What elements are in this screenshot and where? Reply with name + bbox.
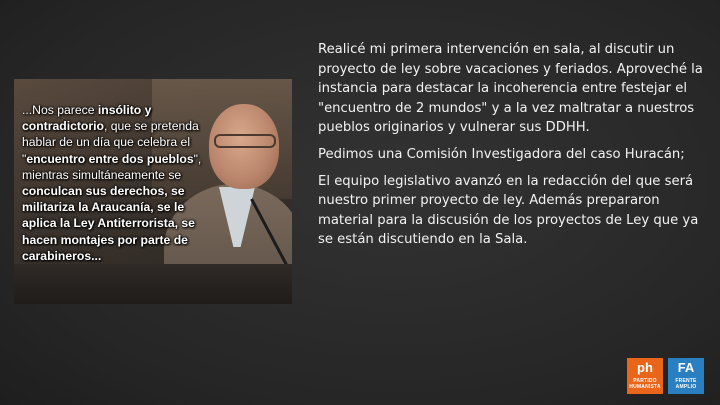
partido-humanista-logo xyxy=(627,358,663,394)
paragraph-commission: Pedimos una Comisión Investigadora del caso Huracán; xyxy=(318,146,685,162)
frente-amplio-line2: AMPLIO xyxy=(675,384,697,390)
quote-part: ...Nos parece xyxy=(22,103,98,117)
main-text xyxy=(318,40,710,257)
quote-part: ", mientras simultáneamente se xyxy=(22,151,202,182)
humanista-line2: HUMANISTA xyxy=(629,384,661,390)
humanista-line1: PARTIDO xyxy=(633,378,657,384)
frente-amplio-mark-icon: FA xyxy=(677,360,695,375)
quote-part: , que se pretenda hablar de un día que celebra el " xyxy=(22,119,199,166)
frente-amplio-line1: FRENTE xyxy=(675,378,697,384)
quote-part-bold: encuentro entre dos pueblos xyxy=(26,151,194,166)
quote-overlay xyxy=(22,102,202,264)
speaker-glasses xyxy=(214,134,276,148)
humanista-mark-icon: ph xyxy=(637,360,653,375)
quote-part-bold: insólito y contradictorio xyxy=(22,103,152,134)
desk xyxy=(14,264,292,304)
paragraph-intervention: Realicé mi primera intervención en sala, al discutir un proyecto de ley sobre vacaciones y feriados. Aproveché la instancia para destacar la incoherencia entre festejar el "encuentro de 2 mundos" y a la vez maltratar a nuestros pueblos originarios y vulnerar sus DDHH. xyxy=(318,42,703,136)
frente-amplio-logo xyxy=(668,358,704,394)
quote-part-bold: conculcan sus derechos, se militariza la Araucanía, se le aplica la Ley Antiterrorista, se hacen montajes por parte de carabineros... xyxy=(22,184,195,263)
paragraph-legislative-team: El equipo legislativo avanzó en la redacción del que será nuestro primer proyecto de ley. Además prepararon material para la discusión de los proyectos de Ley que ya se están discutiendo en la Sala. xyxy=(318,173,699,248)
